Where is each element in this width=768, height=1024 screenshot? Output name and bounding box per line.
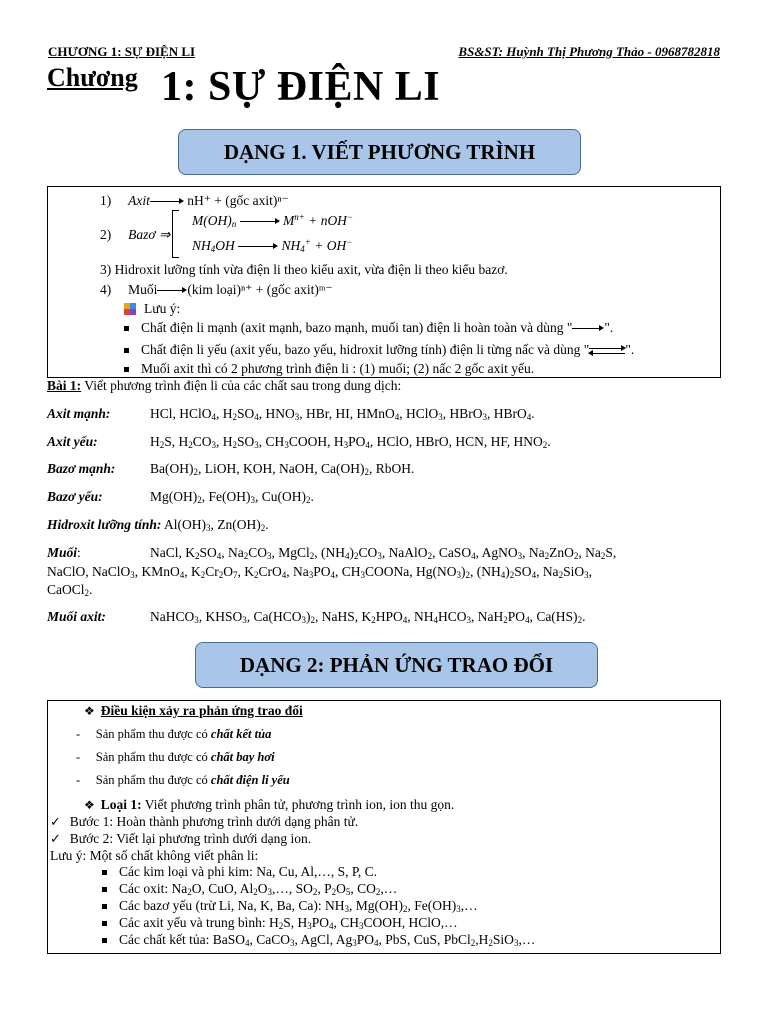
loai1-text: Viết phương trình phân tử, phương trình ion, ion thu gọn. [141,797,455,812]
bullet-icon [102,921,107,926]
bullet-acid-salt [124,361,534,377]
bullet-icon [124,348,129,353]
note-line [124,301,180,317]
arrow-icon [572,325,604,333]
label-hidroxit: Hidroxit lưỡng tính: [47,517,162,532]
dang1-banner-text: DẠNG 1. VIẾT PHƯƠNG TRÌNH [223,140,536,164]
diamond-bullet-icon: ❖ [84,798,95,812]
chapter-word: Chương [47,63,138,92]
checkmark-icon: ✓ [50,814,61,829]
eq3: 3) Hidroxit lưỡng tính vừa điện li theo kiểu axit, vừa điện li theo kiểu bazơ. [100,262,508,277]
step-2 [50,831,311,847]
muoi-list-1: NaCl, $K_2SO_4$, $Na_2CO_3$, MgCl$_2$, $(NH_4)_2CO_3$, NaAlO$_2$, CaSO$_4$, AgNO$_3$, $Na_2ZnO_2$, $Na_2S$, [150,545,617,561]
exc-4: Các axit yếu và trung bình: $H_2S$, $H_3PO_4$, $CH_3COOH$, HClO,… [102,915,458,931]
luuy-line: Lưu ý: Một số chất không viết phân li: [50,848,259,863]
eq1-num: 1) [100,193,112,208]
label-muoi-axit: Muối axit: [47,609,106,624]
note-label: Lưu ý: [144,301,181,316]
label-bazo-yeu: Bazơ yếu: [47,489,103,504]
bai1-text: Viết phương trình điện li của các chất sau trong dung dịch: [81,378,402,393]
hidroxit-line: Hidroxit lưỡng tính: $Al(OH)_3$, $Zn(OH)_2$. [47,517,269,533]
eq4 [100,282,333,298]
arrow-icon [157,287,187,295]
exc-1 [102,864,377,880]
exc-3: Các bazơ yếu (trừ Li, Na, K, Ba, Ca): $NH_3$, $Mg(OH)_2$, $Fe(OH)_3,\dots$ [102,898,478,914]
bullet-weak-end: ". [625,342,635,357]
bullet-icon [102,904,107,909]
eq2-num: 2) [100,227,112,242]
label-axit-manh: Axit mạnh: [47,406,111,421]
checkmark-icon: ✓ [50,831,61,846]
bullet-icon [102,870,107,875]
step-1 [50,814,358,830]
eq2-line2: $NH_4OH$ $NH_4^+ + OH^-$ [192,237,353,254]
label-muoi: Muối [47,545,78,560]
cond-1-text: Sản phẩm thu được có [95,727,211,741]
diamond-bullet-icon: ❖ [84,704,95,718]
pushpin-icon [124,303,136,315]
bullet-weak [124,342,634,358]
exc-5: Các chất kết tủa: BaSO$_4$, CaCO$_3$, AgCl, $Ag_3PO_4$, PbS, CuS, $PbCl_2,H_2SiO_3,\dots$ [102,932,535,948]
eq4-num: 4) [100,282,112,297]
cond-1: - Sản phẩm thu được có chất kết tủa [76,727,272,741]
cond-title-line [84,703,303,719]
list-axit-yeu: $H_2S$, $H_2CO_3$, $H_2SO_3$, $CH_3COOH$, $H_3PO_4$, HClO, HBrO, HCN, HF, $HNO_2$. [150,434,551,450]
header-left: CHƯƠNG 1: SỰ ĐIỆN LI [48,44,196,59]
brace-icon [172,210,179,258]
eq1-rest: nH⁺ + (gốc axit)ⁿ⁻ [187,193,289,208]
eq2-bazo: Bazơ ⇒ [128,227,171,242]
list-bazo-yeu: $Mg(OH)_2$, $Fe(OH)_3$, $Cu(OH)_2$. [150,489,314,505]
cond-2: - Sản phẩm thu được có chất bay hơi [76,750,275,764]
muoi-list-2: NaClO, NaClO$_3$, KMnO$_4$, $K_2Cr_2O_7$, $K_2CrO_4$, $Na_3PO_4$, $CH_3COONa$, $Hg(NO_3)_2$, $(NH_4)_2SO_4$, $Na_2SiO_3$, [47,564,592,580]
dang2-banner-text: DẠNG 2: PHẢN ỨNG TRAO ĐỔI [239,653,554,677]
bai1-label: Bài 1: [47,378,82,393]
bai1-line [47,378,401,394]
dang1-banner [178,129,581,175]
exc-2: Các oxit: $Na_2O$, CuO, $Al_2O_3,\dots$, $SO_2$, $P_2O_5$, $CO_2,\dots$ [102,881,397,897]
cond-3-text: Sản phẩm thu được có [95,773,211,787]
bullet-weak-text: Chất điện li yếu (axit yếu, bazo yếu, hidroxit lưỡng tính) điện li từng nấc và dùng " [141,342,590,357]
cond-2-text: Sản phẩm thu được có [95,750,211,764]
bullet-icon [124,326,129,331]
eq4-muoi: Muối [128,282,158,297]
bullet-icon [102,887,107,892]
header-right: BS&ST: Huỳnh Thị Phương Thảo - 0968782818 [458,44,720,59]
eq1-axit: Axit [128,193,150,208]
cond-2-bold: chất bay hơi [210,750,275,764]
cond-1-bold: chất kết tủa [210,727,272,741]
exc-1-text: Các kim loại và phi kim: Na, Cu, Al,…, S, P, C. [119,864,378,879]
list-axit-manh: HCl, HClO$_4$, $H_2SO_4$, $HNO_3$, HBr, HI, HMnO$_4$, HClO$_3$, HBrO$_3$, HBrO$_4$. [150,406,535,422]
eq4-rest: (kim loại)ⁿ⁺ + (gốc axit)ᵐ⁻ [187,282,333,297]
arrow-icon [238,243,278,251]
step-1-text: Bước 1: Hoàn thành phương trình dưới dạng phân tử. [69,814,359,829]
bullet-strong [124,320,613,336]
cond-title: Điều kiện xảy ra phản ứng trao đổi [100,703,303,718]
eq2-label [100,227,170,243]
label-bazo-manh: Bazơ mạnh: [47,461,116,476]
eq1 [100,193,289,209]
bullet-strong-end: ". [604,320,614,335]
bullet-acid-salt-text: Muối axit thì có 2 phương trình điện li : (1) muối; (2) nấc 2 gốc axit yếu. [141,361,535,376]
arrow-icon [240,218,280,226]
eq2-line1: $M(OH)_n$ $M^{n+} + nOH^-$ [192,212,354,229]
arrow-icon [150,198,184,206]
loai1-label: Loại 1: [100,797,142,812]
list-bazo-manh: $Ba(OH)_2$, LiOH, KOH, NaOH, $Ca(OH)_2$, RbOH. [150,461,415,477]
bullet-icon [102,938,107,943]
dang2-banner [195,642,598,688]
muoi-line1: Muối: [47,545,81,560]
label-axit-yeu: Axit yếu: [47,434,98,449]
bullet-icon [124,367,129,372]
chapter-title: 1: SỰ ĐIỆN LI [161,64,441,110]
step-2-text: Bước 2: Viết lại phương trình dưới dạng ion. [69,831,312,846]
bullet-strong-text: Chất điện li mạnh (axit mạnh, bazo mạnh, muối tan) điện li hoàn toàn và dùng " [141,320,573,335]
cond-3: - Sản phẩm thu được có chất điện li yếu [76,773,290,787]
reversible-arrow-icon [589,346,625,356]
cond-3-bold: chất điện li yếu [210,773,290,787]
list-muoi-axit: NaHCO$_3$, $KHSO_3$, $Ca(HCO_3)_2$, NaHS, $K_2HPO_4$, $NH_4HCO_3$, $NaH_2PO_4$, $Ca(HS)_2$. [150,609,586,625]
loai1-line [84,797,454,813]
muoi-list-3: CaOCl$_2$. [47,582,93,598]
